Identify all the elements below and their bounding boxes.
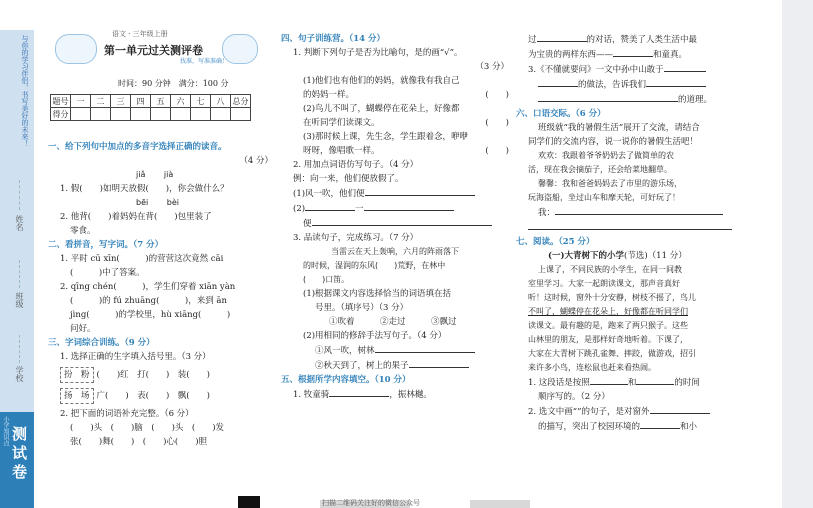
- answer-blank[interactable]: [636, 375, 674, 385]
- fill-prompt: ②秋天到了，树上的果子: [315, 361, 409, 371]
- example-sentence: 例：向一来，他们便放假了。: [293, 174, 404, 184]
- answer-blank[interactable]: [537, 32, 587, 42]
- options-line: ①吹着 ②走过 ③飘过: [329, 317, 457, 327]
- judge-item: [281, 88, 509, 102]
- score-cell[interactable]: [111, 108, 131, 121]
- section-title: 六、口语交际。（6 分）: [516, 109, 606, 119]
- fill-prompt: (2): [293, 204, 306, 214]
- score-cell[interactable]: [211, 108, 231, 121]
- section-title: 三、字词综合训练。（9 分）: [48, 338, 155, 348]
- judge-text: (1)他们也有他们的妈妈，就像我有我自己: [303, 76, 460, 86]
- column-left: [48, 140, 273, 449]
- question-text: 1. 判断下列句子是否为比喻句，是的画“√”。: [293, 48, 463, 58]
- score-cell[interactable]: [91, 108, 111, 121]
- judge-text: 呀呀，像唱歌一样。: [303, 146, 380, 156]
- reading-line: 山林里的朋友，是那样好奇地听着。下课了，: [528, 335, 688, 344]
- fill-prompt: 的道理。: [678, 95, 713, 105]
- answer-blank[interactable]: [650, 404, 710, 414]
- score-cell[interactable]: [71, 108, 91, 121]
- fill-prompt: 和小: [680, 422, 698, 432]
- badge-title: 测试卷: [10, 426, 28, 483]
- question-text: 3. 品读句子，完成练习。（7 分）: [293, 233, 419, 243]
- judge-item: [281, 130, 509, 144]
- question-text: 2. 他背( )着妈妈在背( )包里装了: [60, 212, 212, 222]
- fill-prompt: 2. 选文中画“: [528, 407, 578, 417]
- question-text: 1. 平时 cū xīn( )的营营这次竟然 cāi: [60, 254, 224, 264]
- passage-line: ( )口笛。: [303, 275, 350, 284]
- score-table-score-row: [51, 108, 251, 121]
- fill-line: [281, 201, 509, 216]
- column-middle: [281, 32, 509, 402]
- score-table: [50, 94, 251, 121]
- judge-item: [281, 116, 509, 130]
- judge-item: [281, 74, 509, 88]
- question-score: （3 分）: [475, 62, 509, 72]
- blank-row: ( )红 打( ) 装( ): [96, 370, 210, 380]
- answer-blank[interactable]: [664, 62, 706, 72]
- reading-line: 室里学习。大家一起朗读课文，那声音真好: [528, 279, 680, 288]
- judge-text: (3)那时候上课，先生念，学生跟着念，咿咿: [303, 132, 469, 142]
- dialogue-line: 活，现在我会摘茄子，还会给菜地翻草。: [528, 165, 672, 174]
- judge-text: 的妈妈一样。: [303, 90, 355, 100]
- fill-line: [516, 220, 741, 235]
- fill-line: [516, 419, 741, 434]
- answer-blank[interactable]: [640, 419, 680, 429]
- passage-line: 的时候，湿润的东风( )荒野，在林中: [303, 261, 446, 270]
- column-right: [516, 32, 741, 434]
- fill-prompt: 的做法，告诉我们: [578, 80, 647, 90]
- fill-prompt: 和: [627, 378, 637, 388]
- score-cell[interactable]: [151, 108, 171, 121]
- cut-line: [19, 260, 20, 288]
- fill-prompt: 的对话，赞美了人类生活中最: [586, 35, 698, 45]
- fill-prompt: 和童真。: [653, 50, 688, 60]
- score-header-cell: 六: [171, 95, 191, 108]
- answer-blank[interactable]: [364, 201, 454, 211]
- reading-line: 听！这时候，窗外十分安静，树枝不摇了，鸟儿: [528, 293, 696, 302]
- question-text: 2. 用加点词语仿写句子。（4 分）: [293, 160, 419, 170]
- answer-blank[interactable]: [305, 201, 355, 211]
- sidebar-slogan: 与你的学习伴侣，书写美好的未来！: [21, 35, 29, 147]
- answer-blank[interactable]: [590, 375, 628, 385]
- answer-blank[interactable]: [528, 220, 732, 230]
- section-title: 七、阅读。（25 分）: [516, 237, 595, 247]
- fill-prompt: ，振林樾。: [389, 390, 432, 400]
- question-text: (2)用相同的修辞手法写句子。（4 分）: [303, 331, 447, 341]
- school-label: 学校: [15, 366, 24, 382]
- binding-sidebar: [0, 30, 34, 508]
- exam-title: 第一单元过关测评卷: [104, 44, 203, 57]
- fill-prompt: 1. 这段话是按照: [528, 378, 590, 388]
- judge-item: [281, 144, 509, 158]
- fill-line: [516, 205, 741, 220]
- score-cell[interactable]: [231, 108, 251, 121]
- exam-subtitle: 找准，写准准确！: [180, 58, 229, 65]
- char-choice-row: [48, 388, 273, 404]
- passage-line: 当雷云在天上轰响，六月的阵雨落下: [331, 247, 459, 256]
- reading-line: 上课了，不同民族的小学生，在同一间教: [538, 265, 682, 274]
- section-score: （4 分）: [239, 156, 273, 166]
- reading-title: [516, 249, 741, 263]
- pinyin-options: jiǎ jià: [136, 170, 174, 179]
- fill-prompt: 的时间: [674, 378, 700, 388]
- answer-paren[interactable]: ( ): [485, 90, 509, 100]
- grade-tag: 语文 · 三年级上册: [112, 30, 168, 38]
- fill-line: [281, 387, 509, 402]
- dialogue-line: 馨馨：我和爸爸妈妈去了市里的游乐场，: [538, 179, 682, 188]
- answer-blank[interactable]: [409, 358, 469, 368]
- fill-prompt: 1. 牧童骑: [293, 390, 330, 400]
- score-cell[interactable]: [131, 108, 151, 121]
- reading-line: 来许多小鸟，连松鼠也赶来看热闹。: [528, 363, 656, 372]
- judge-text: 在听同学们读课文。: [303, 118, 380, 128]
- score-header-cell: 八: [211, 95, 231, 108]
- dialogue-line: 欢欢：我跟着爷爷奶奶去了做简单的农: [538, 151, 674, 160]
- cut-line: [19, 335, 20, 363]
- fill-line: [516, 375, 741, 390]
- answer-blank[interactable]: [538, 92, 678, 102]
- question-text: 班级就“我的暑假生活”展开了交流，请结合: [538, 123, 700, 133]
- score-header-cell: 总分: [232, 96, 249, 106]
- answer-blank[interactable]: [538, 77, 578, 87]
- question-text: 号里。（填序号）（3 分）: [315, 303, 409, 313]
- answer-blank[interactable]: [365, 186, 475, 196]
- question-text: 1. 假( )如明天放假( )，你会做什么？: [60, 184, 229, 194]
- blank-row: ( )头 ( )脑 ( )头 ( )发: [70, 423, 225, 433]
- fill-prompt: 的描写，突出了校园环境的: [538, 422, 641, 432]
- qr-code-icon: [238, 496, 260, 508]
- question-text: 1. 选择正确的生字填入括号里。（3 分）: [60, 352, 211, 362]
- question-text: (1)根据课文内容选择恰当的词语填在括: [303, 289, 452, 299]
- fill-line: [281, 186, 509, 201]
- fill-prompt: 便: [303, 219, 312, 229]
- char-choice-box: 扬 场: [60, 388, 94, 404]
- score-header-cell: 七: [191, 95, 211, 108]
- footer-bar: [470, 500, 530, 508]
- fill-line: [516, 62, 741, 77]
- reading-title-note: (节选)（11 分）: [624, 251, 687, 261]
- question-text: 2. 把下面的词语补充完整。（6 分）: [60, 409, 194, 419]
- fill-line: [516, 32, 741, 47]
- reading-line-underlined: 不叫了，蝴蝶停在花朵上，好像都在听同学们: [528, 307, 688, 316]
- char-choice-box: 扮 粉: [60, 367, 94, 383]
- judge-item: [281, 102, 509, 116]
- section-title: 五、根据所学内容填空。（10 分）: [281, 375, 411, 385]
- fill-prompt: 为宝贵的两样东西——: [528, 50, 614, 60]
- reading-line: 大家在大青树下跳孔雀舞、摔跤，做游戏，招引: [528, 349, 696, 358]
- score-header-cell: 一: [71, 95, 91, 108]
- answer-blank[interactable]: [375, 343, 475, 353]
- fill-line: [516, 92, 741, 107]
- reading-line: 读课文。最有趣的是，跑来了两只猴子。这些: [528, 321, 688, 330]
- score-cell[interactable]: [191, 108, 211, 121]
- score-cell[interactable]: [171, 108, 191, 121]
- fill-line: [516, 404, 741, 419]
- fill-line: [516, 47, 741, 62]
- viewer-background: [782, 0, 813, 508]
- question-text: ( )中了答案。: [70, 268, 145, 278]
- fill-line: [281, 216, 509, 231]
- badge-small-text: 小学知识点: [2, 416, 9, 446]
- answer-blank[interactable]: [555, 205, 723, 215]
- dialogue-line: 玩海盗船，坐过山车和摩天轮，可好玩了！: [528, 193, 680, 202]
- question-text: 2. qīng chén( )，学生们穿着 xiān yàn: [60, 282, 236, 292]
- blank-row: 广( ) 表( ) 飘( ): [96, 391, 210, 401]
- fill-line: [281, 358, 509, 373]
- fill-prompt: 3.《不懂就要问》一文中孙中山敢于: [528, 65, 664, 75]
- section-1-heading: [48, 140, 273, 154]
- footer-text: 扫描二维码关注好的微信公众号: [322, 499, 420, 507]
- fill-prompt: ”的句子，是对窗外: [577, 407, 650, 417]
- score-header-cell: 三: [111, 95, 131, 108]
- cut-line: [19, 180, 20, 210]
- judge-text: (2)鸟儿不叫了，蝴蝶停在花朵上，好像都: [303, 104, 460, 114]
- blank-row: 张( )舞( ) ( )心( )胆: [70, 437, 208, 447]
- fill-line: [281, 343, 509, 358]
- question-text: 同学们的交流内容，说一说你的暑假生活吧！: [528, 137, 699, 147]
- pinyin-options: bēi bèi: [136, 198, 179, 207]
- time-info: 时间：90 分钟 满分：100 分: [118, 79, 229, 88]
- section-title: 一、给下列句中加点的多音字选择正确的读音。: [48, 142, 227, 152]
- answer-paren[interactable]: ( ): [485, 118, 509, 128]
- fill-prompt: 我：: [538, 208, 556, 218]
- question-text: ( )的 fú zhuāng( )，来到 ān: [70, 296, 227, 306]
- question-text: 零食。: [70, 226, 96, 236]
- score-header-cell: 题号: [52, 96, 69, 106]
- fill-prompt: 一: [355, 204, 364, 214]
- section-title: 二、看拼音，写字词。（7 分）: [48, 240, 164, 250]
- test-paper-badge: [0, 412, 34, 508]
- answer-blank[interactable]: [646, 77, 706, 87]
- fill-line: [516, 77, 741, 92]
- question-text: 顺序写的。（2 分）: [538, 392, 610, 402]
- cloud-decoration-icon: [55, 34, 97, 64]
- fill-prompt: (1)风一吹，他们便: [293, 189, 365, 199]
- question-text: 问好。: [70, 324, 96, 334]
- fill-prompt: 过: [528, 35, 537, 45]
- class-label: 班级: [15, 292, 24, 308]
- char-choice-row: [48, 367, 273, 383]
- score-header-cell: 二: [91, 95, 111, 108]
- score-header-cell: 四: [131, 95, 151, 108]
- score-table-header-row: [51, 95, 251, 108]
- answer-blank[interactable]: [613, 47, 653, 57]
- name-label: 姓名: [15, 215, 24, 231]
- answer-blank[interactable]: [329, 387, 389, 397]
- score-header-cell: 五: [151, 95, 171, 108]
- answer-paren[interactable]: ( ): [485, 146, 509, 156]
- section-title: 四、句子训练营。（14 分）: [281, 34, 386, 44]
- score-row-label: 得分: [52, 109, 69, 119]
- fill-prompt: ①风一吹，树林: [315, 346, 375, 356]
- question-text: jìng( )的学校里，hù xiāng( ): [70, 310, 231, 320]
- answer-blank[interactable]: [312, 216, 492, 226]
- reading-title-text: (一)大青树下的小学: [548, 251, 625, 261]
